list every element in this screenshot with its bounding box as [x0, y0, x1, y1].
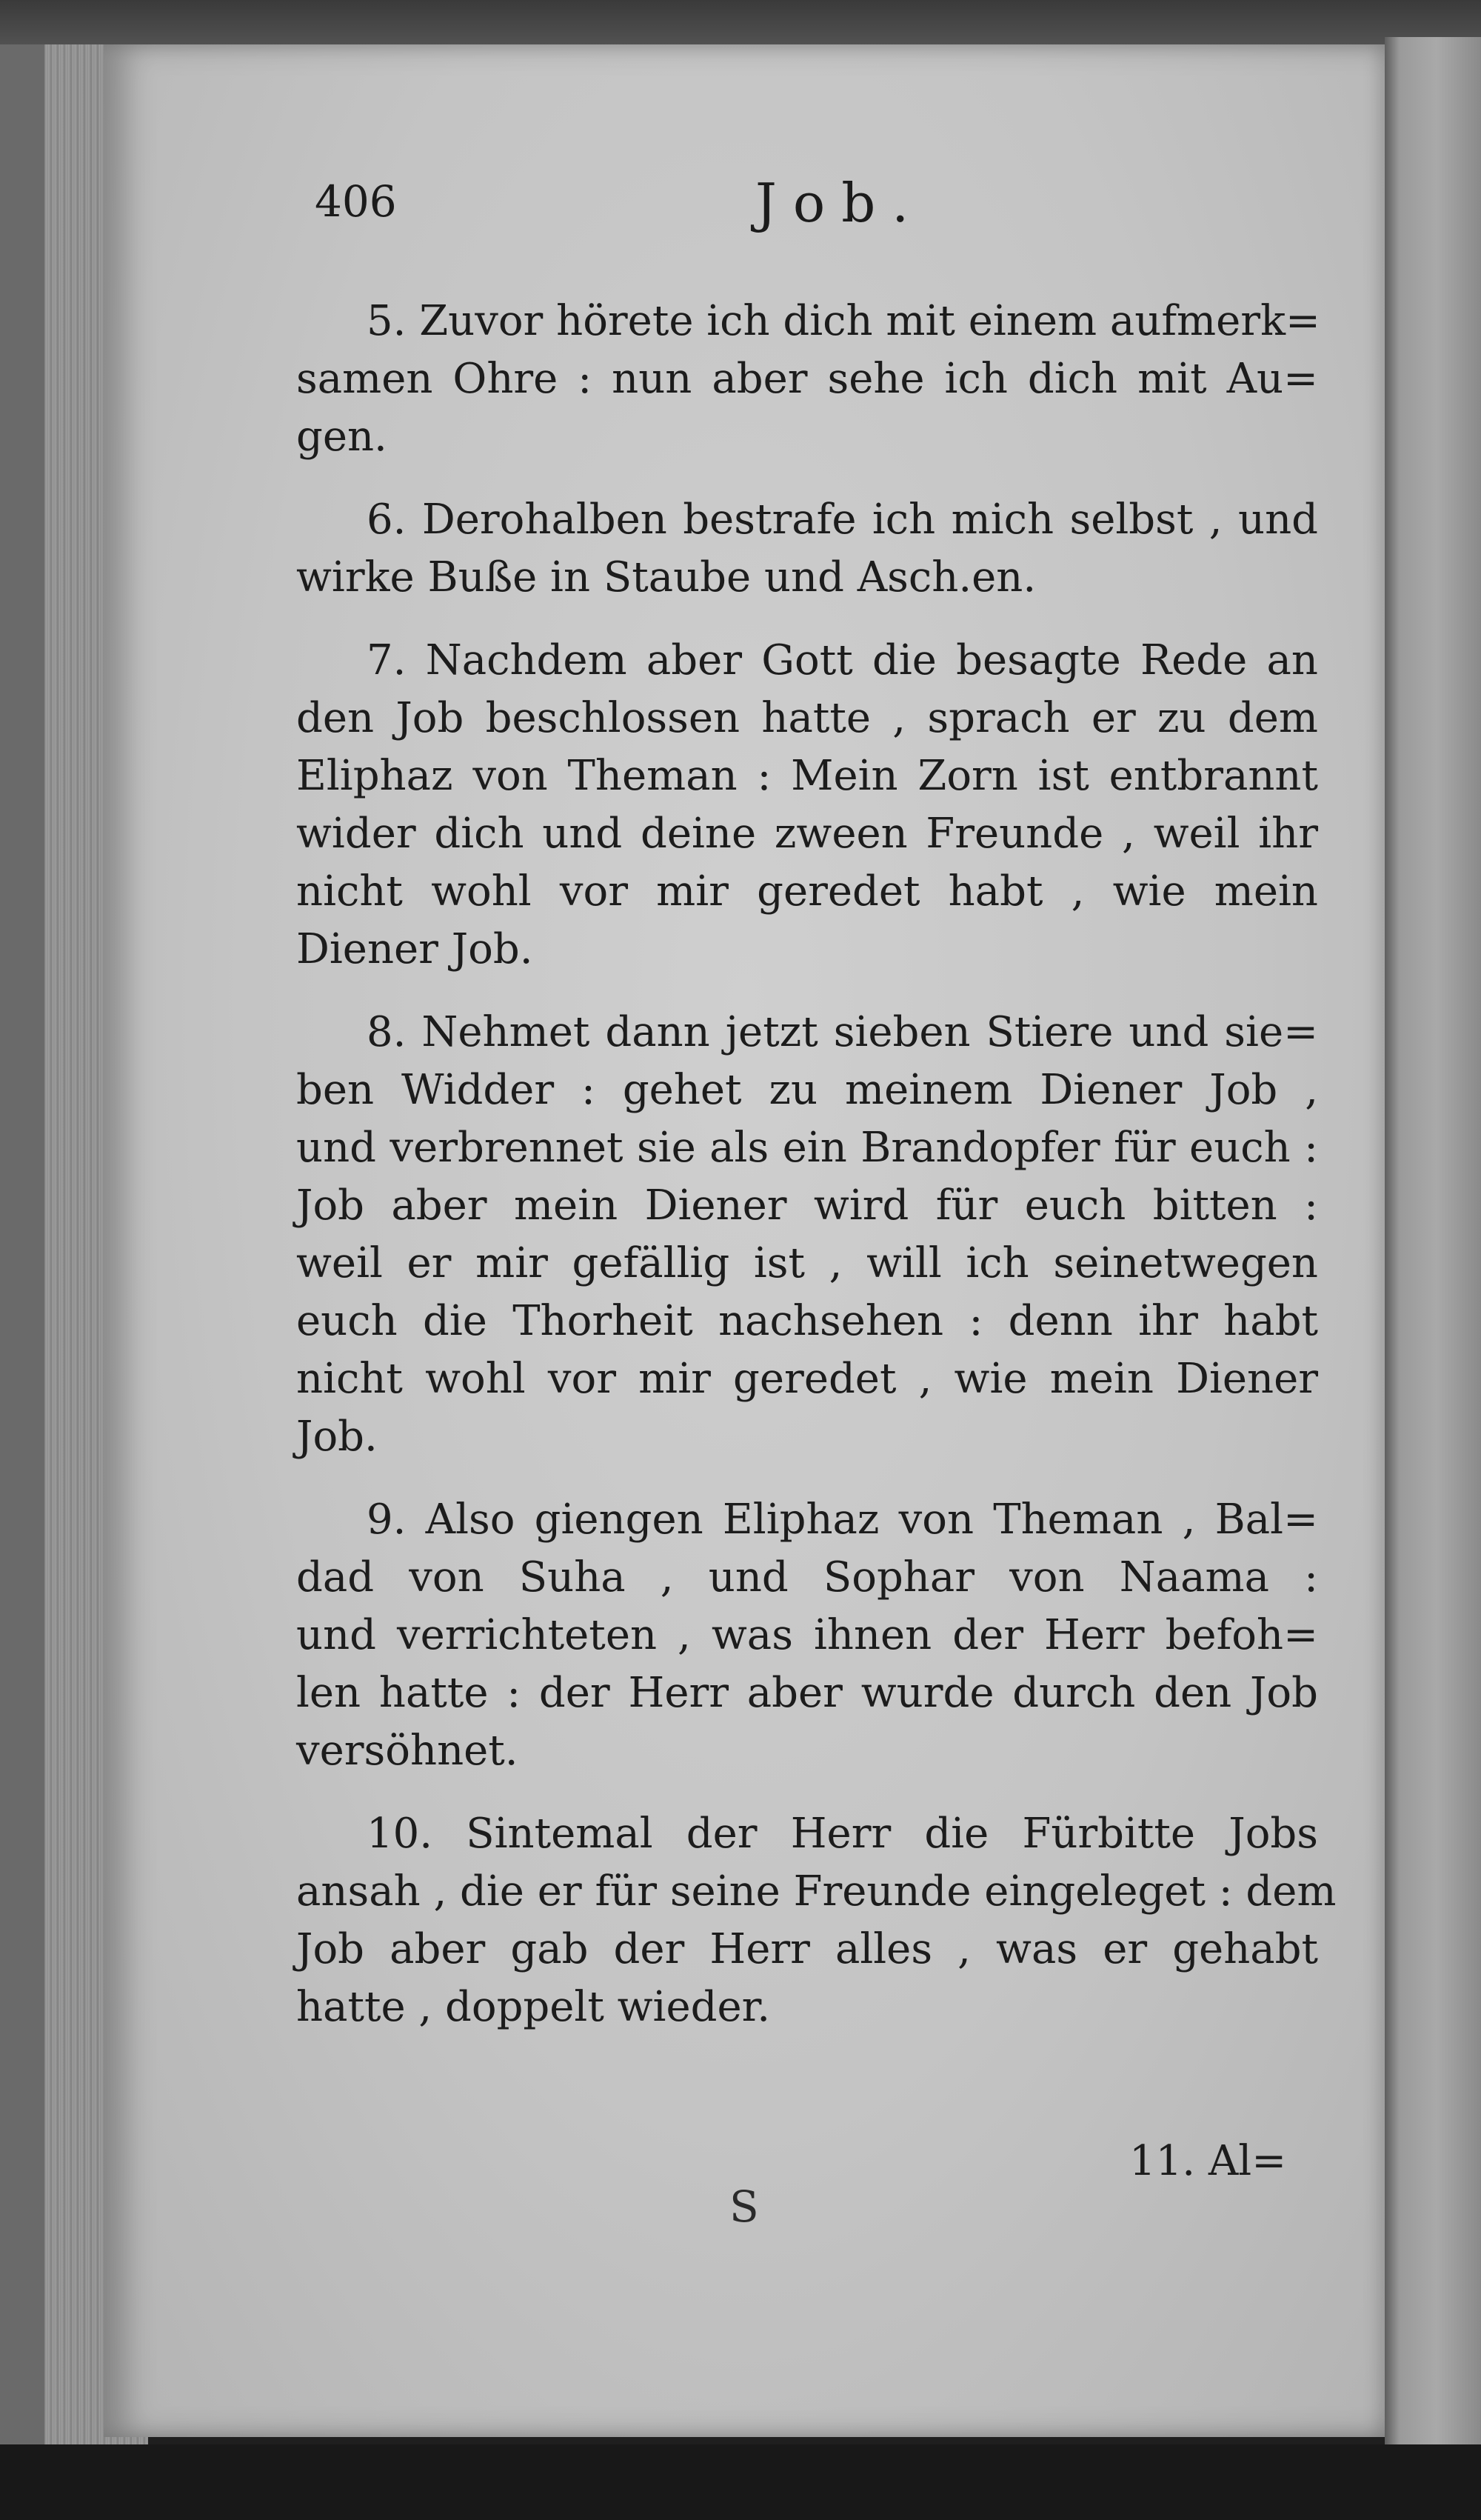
text-line: 7. Nachdem aber Gott die besagte Rede an [367, 636, 1318, 684]
page-number: 406 [315, 176, 397, 227]
text-line: ben Widder : gehet zu meinem Diener Job , [296, 1066, 1318, 1114]
verse-5 [296, 293, 1318, 466]
text-line: 8. Nehmet dann jetzt sieben Stiere und sie= [367, 1008, 1318, 1056]
text-line: euch die Thorheit nachsehen : denn ihr habt [296, 1297, 1318, 1345]
book-binding-shadow [0, 44, 44, 2459]
text-line: Job aber mein Diener wird für euch bitten : [296, 1181, 1318, 1230]
verse-8 [296, 1004, 1318, 1466]
main-text [296, 293, 1337, 2061]
scan-bottom-edge [0, 2444, 1481, 2520]
text-line: Job. [296, 1413, 378, 1461]
text-line: samen Ohre : nun aber sehe ich dich mit Au= [296, 355, 1318, 403]
text-line: 6. Derohalben bestrafe ich mich selbst , und [367, 496, 1318, 544]
text-line: wider dich und deine zween Freunde , weil ihr [296, 810, 1318, 858]
verse-6 [296, 491, 1318, 607]
text-line: und verbrennet sie als ein Brandopfer für euch : [296, 1124, 1318, 1172]
facing-page-edge [1385, 37, 1481, 2452]
signature-mark: S [729, 2181, 759, 2232]
verse-9 [296, 1491, 1318, 1780]
text-line: und verrichteten , was ihnen der Herr befoh= [296, 1611, 1318, 1659]
text-line: Diener Job. [296, 925, 533, 973]
catchword: 11. Al= [1129, 2137, 1287, 2185]
text-line: hatte , doppelt wieder. [296, 1983, 771, 2031]
running-head: Job. [755, 172, 926, 234]
text-line: 10. Sintemal der Herr die Fürbitte Jobs [367, 1810, 1318, 1858]
text-line: Eliphaz von Theman : Mein Zorn ist entbrannt [296, 752, 1318, 800]
text-line: versöhnet. [296, 1727, 518, 1775]
text-line: ansah , die er für seine Freunde eingeleget : dem [296, 1867, 1337, 1916]
text-line: gen. [296, 413, 387, 461]
text-line: 9. Also giengen Eliphaz von Theman , Bal= [367, 1496, 1318, 1544]
text-line: dad von Suha , und Sophar von Naama : [296, 1553, 1318, 1601]
verse-7 [296, 632, 1318, 979]
text-line: Job aber gab der Herr alles , was er gehabt [296, 1925, 1318, 1973]
text-line: wirke Buße in Staube und Asch.en. [296, 553, 1037, 601]
text-line: nicht wohl vor mir geredet , wie mein Diener [296, 1355, 1318, 1403]
text-line: len hatte : der Herr aber wurde durch den Job [296, 1669, 1318, 1717]
text-line: 5. Zuvor hörete ich dich mit einem aufmerk= [367, 297, 1320, 345]
text-line: weil er mir gefällig ist , will ich seinetwegen [296, 1239, 1318, 1287]
text-line: den Job beschlossen hatte , sprach er zu dem [296, 694, 1318, 742]
verse-10 [296, 1805, 1337, 2036]
text-line: nicht wohl vor mir geredet habt , wie mein [296, 867, 1318, 916]
